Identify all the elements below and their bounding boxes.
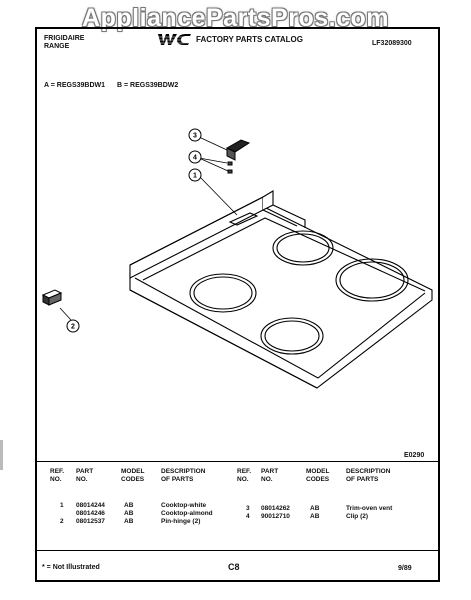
brand-block [44, 35, 84, 51]
trim-vent-part [227, 140, 249, 160]
model-list [44, 82, 178, 90]
row-desc: Pin-hinge (2) [161, 518, 201, 525]
row-part: 90012710 [261, 513, 290, 520]
header-model-right: MODEL CODES [306, 468, 330, 483]
watermark: AppliancePartsPros.com [82, 4, 389, 32]
catalog-header [156, 33, 303, 46]
row-desc: Cooktop-almond [161, 510, 213, 517]
callout-2: 2 [71, 323, 75, 331]
table-top-rule [37, 461, 438, 462]
callout-1: 1 [193, 172, 197, 180]
scan-edge-mark [0, 440, 3, 470]
print-date: 9/89 [398, 565, 412, 572]
catalog-title: FACTORY PARTS CATALOG [196, 35, 303, 44]
diagram-code: E0290 [404, 452, 425, 459]
row-desc: Cooktop-white [161, 502, 207, 509]
catalog-number: LF32089300 [372, 40, 412, 47]
callout-4: 4 [193, 154, 197, 162]
product-type: RANGE [44, 43, 70, 50]
header-part-left: PART NO. [76, 468, 94, 483]
row-ref: 1 [60, 502, 64, 509]
header-ref-right: REF. NO. [237, 468, 252, 483]
row-part: 08014244 [76, 502, 105, 509]
row-part: 08014246 [76, 510, 105, 517]
header-part-right: PART NO. [261, 468, 279, 483]
header-desc-right: DESCRIPTION OF PARTS [346, 468, 391, 483]
not-illustrated-note: * = Not Illustrated [42, 564, 100, 571]
row-ref: 2 [60, 518, 64, 525]
row-part: 08014262 [261, 505, 290, 512]
model-a: A = REGS39BDW1 [44, 82, 106, 89]
row-codes: AB [310, 505, 320, 512]
header-ref-left: REF. NO. [50, 468, 65, 483]
row-part: 08012537 [76, 518, 105, 525]
page-code: C8 [228, 562, 240, 572]
callout-3: 3 [193, 132, 197, 140]
hinge-pin-part [43, 290, 61, 305]
table-bottom-rule [37, 550, 438, 551]
clip-parts [228, 162, 232, 173]
row-codes: AB [124, 510, 134, 517]
brand-name: FRIGIDAIRE [44, 35, 85, 42]
row-desc: Trim-oven vent [346, 505, 393, 512]
row-ref: 3 [246, 505, 250, 512]
row-codes: AB [310, 513, 320, 520]
row-desc: Clip (2) [346, 513, 369, 520]
parts-table [0, 468, 471, 548]
model-b: B = REGS39BDW2 [117, 82, 179, 89]
row-ref: 4 [246, 513, 250, 520]
wci-logo [156, 33, 192, 46]
row-codes: AB [124, 502, 134, 509]
header-desc-left: DESCRIPTION OF PARTS [161, 468, 206, 483]
header-model-left: MODEL CODES [121, 468, 145, 483]
cooktop-exploded-diagram [35, 110, 435, 410]
row-codes: AB [124, 518, 134, 525]
